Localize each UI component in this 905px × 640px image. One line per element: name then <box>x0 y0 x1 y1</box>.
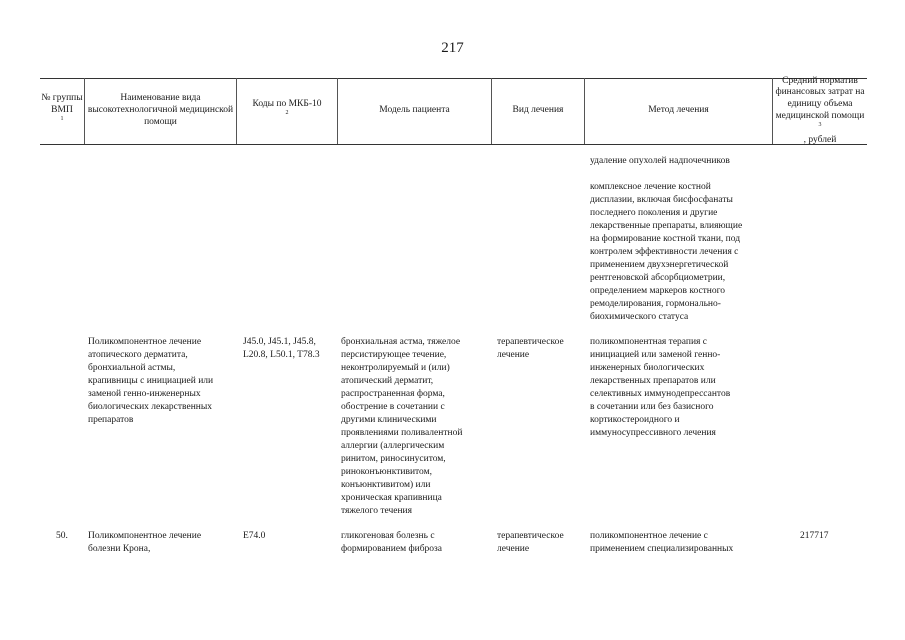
care-type-name-cell: Поликомпонентное лечение атопического дерматита, бронхиальной астмы, крапивницы с инициацией или заменой генно-инженерных биологических лекарственных препаратов <box>88 337 214 425</box>
header-treatment-method: Метод лечения <box>648 105 709 116</box>
patient-model-cell: гликогеновая болезнь с формированием фиброза <box>341 531 442 554</box>
header-group-number: № группы ВМП $^1$ <box>41 93 83 122</box>
average-cost-cell: 217717 <box>800 531 829 541</box>
icd-codes-cell: E74.0 <box>243 531 266 541</box>
header-average-cost: Средний норматив финансовых затрат на единицу объема медицинской помощи $^3$ , рублей <box>775 75 865 145</box>
header-icd-codes: Коды по МКБ-10 $^2$ <box>252 99 322 116</box>
icd-codes-cell: J45.0, J45.1, J45.8, L20.8, L50.1, T78.3 <box>243 337 320 360</box>
page-number: 217 <box>441 40 464 56</box>
treatment-type-cell: терапевтическое лечение <box>497 531 564 554</box>
group-number-cell: 50. <box>56 531 68 541</box>
patient-model-cell: бронхиальная астма, тяжелое персистирующее течение, неконтролируемый и (или) атопический дерматит, распространенная форма, обострение в сочетании с другими клиническими проявлениями поливалентной аллергии (аллергическим ринитом, риносинуситом, риноконъюнктивитом, конъюнктивитом) или хроническая крапивница тяжелого течения <box>341 337 463 516</box>
header-patient-model: Модель пациента <box>379 105 450 116</box>
treatment-type-cell: терапевтическое лечение <box>497 337 564 360</box>
method-cell: комплексное лечение костной дисплазии, включая бисфосфанаты последнего поколения и другие лекарственные препараты, влияющие на формирование костной ткани, под контролем эффективности лечения с применением двухэнергетической рентгеновской абсорбциометрии, определением маркеров костного ремоделирования, гормонально- биохимического статуса <box>590 182 743 322</box>
care-type-name-cell: Поликомпонентное лечение болезни Крона, <box>88 531 202 554</box>
method-cell: поликомпонентная терапия с инициацией или заменой генно- инженерных биологических лекарственных препаратов или селективных иммунодепрессантов в сочетании или без базисного кортикостероидного и иммуносупрессивного лечения <box>590 337 731 438</box>
table-header-bottom-rule <box>40 144 867 145</box>
method-cell: удаление опухолей надпочечников <box>590 156 730 166</box>
header-care-type-name: Наименование вида высокотехнологичной медицинской помощи <box>87 93 234 127</box>
header-treatment-type: Вид лечения <box>512 105 564 116</box>
method-cell: поликомпонентное лечение с применением специализированных <box>590 531 734 554</box>
